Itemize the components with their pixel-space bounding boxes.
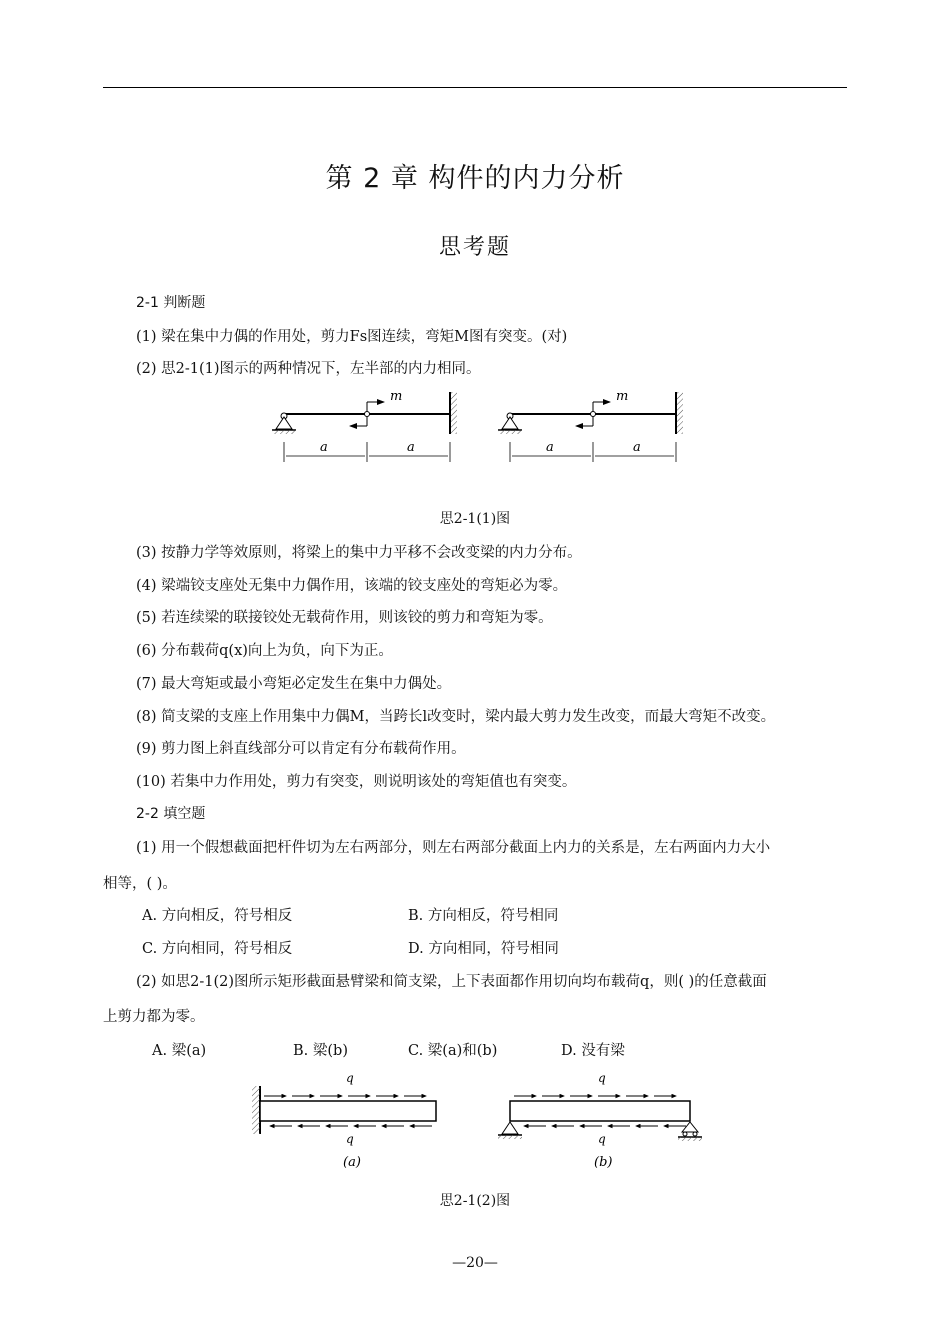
q22-p2-option-d: D. 没有梁 <box>561 1043 625 1059</box>
load-label-q: q <box>598 1071 606 1085</box>
cantilever-beam-a <box>252 1071 436 1170</box>
figure-label-a: (a) <box>343 1155 361 1170</box>
q21-item-9: (9) 剪力图上斜直线部分可以肯定有分布载荷作用。 <box>136 741 466 757</box>
dim-label-a: a <box>546 440 554 455</box>
q22-p2-option-a: A. 梁(a) <box>152 1043 207 1059</box>
simple-beam-b <box>498 1071 702 1170</box>
load-label-q: q <box>598 1132 606 1146</box>
figure2-caption: 思2-1(2)图 <box>439 1193 511 1209</box>
figure1-caption: 思2-1(1)图 <box>439 511 511 527</box>
q21-item-10: (10) 若集中力作用处，剪力有突变，则说明该处的弯矩值也有突变。 <box>136 774 577 790</box>
q22-p1-line1: (1) 用一个假想截面把杆件切为左右两部分，则左右两部分截面上内力的关系是，左右两面内力大小 <box>136 840 771 856</box>
load-label-q: q <box>346 1071 354 1085</box>
beam-figure-1 <box>262 384 702 474</box>
load-label-q: q <box>346 1132 354 1146</box>
q21-item-5: (5) 若连续梁的联接铰处无载荷作用，则该铰的剪力和弯矩为零。 <box>136 610 553 626</box>
q22-p2-option-c: C. 梁(a)和(b) <box>408 1043 498 1059</box>
q21-item-1: (1) 梁在集中力偶的作用处，剪力Fs图连续，弯矩M图有突变。(对) <box>136 329 568 345</box>
header-rule <box>103 87 847 88</box>
q22-p1-option-b: B. 方向相反，符号相同 <box>408 908 559 924</box>
moment-label: m <box>616 389 629 404</box>
q22-p2-option-b: B. 梁(b) <box>293 1043 348 1059</box>
moment-label: m <box>390 389 403 404</box>
q21-item-8: (8) 简支梁的支座上作用集中力偶M，当跨长l改变时，梁内最大剪力发生改变，而最大弯矩不改变。 <box>136 709 776 725</box>
beam-left <box>272 389 457 462</box>
q21-item-6: (6) 分布载荷q(x)向上为负，向下为正。 <box>136 643 393 659</box>
q21-item-2: (2) 思2-1(1)图示的两种情况下，左半部的内力相同。 <box>136 361 481 377</box>
q22-p1-line2: 相等，( )。 <box>103 876 177 892</box>
q22-heading: 2-2 填空题 <box>136 806 206 822</box>
chapter-title: 第 2 章 构件的内力分析 <box>325 163 625 194</box>
q22-p2-line2: 上剪力都为零。 <box>103 1009 205 1025</box>
dim-label-a: a <box>633 440 641 455</box>
figure-label-b: (b) <box>594 1155 613 1170</box>
beam-figure-2 <box>240 1068 710 1178</box>
q21-item-7: (7) 最大弯矩或最小弯矩必定发生在集中力偶处。 <box>136 676 452 692</box>
beam-right <box>498 389 683 462</box>
q22-p1-option-c: C. 方向相同，符号相反 <box>142 941 293 957</box>
q22-p1-option-d: D. 方向相同，符号相同 <box>408 941 559 957</box>
section-title: 思考题 <box>438 235 511 260</box>
q22-p1-option-a: A. 方向相反，符号相反 <box>142 908 293 924</box>
q22-p2-line1: (2) 如思2-1(2)图所示矩形截面悬臂梁和简支梁，上下表面都作用切向均布载荷q，则( )的任意截面 <box>136 974 767 990</box>
q21-item-3: (3) 按静力学等效原则，将梁上的集中力平移不会改变梁的内力分布。 <box>136 545 582 561</box>
dim-label-a: a <box>407 440 415 455</box>
q21-heading: 2-1 判断题 <box>136 295 206 311</box>
q21-item-4: (4) 梁端铰支座处无集中力偶作用，该端的铰支座处的弯矩必为零。 <box>136 578 568 594</box>
page-number: —20— <box>452 1255 498 1271</box>
dim-label-a: a <box>320 440 328 455</box>
